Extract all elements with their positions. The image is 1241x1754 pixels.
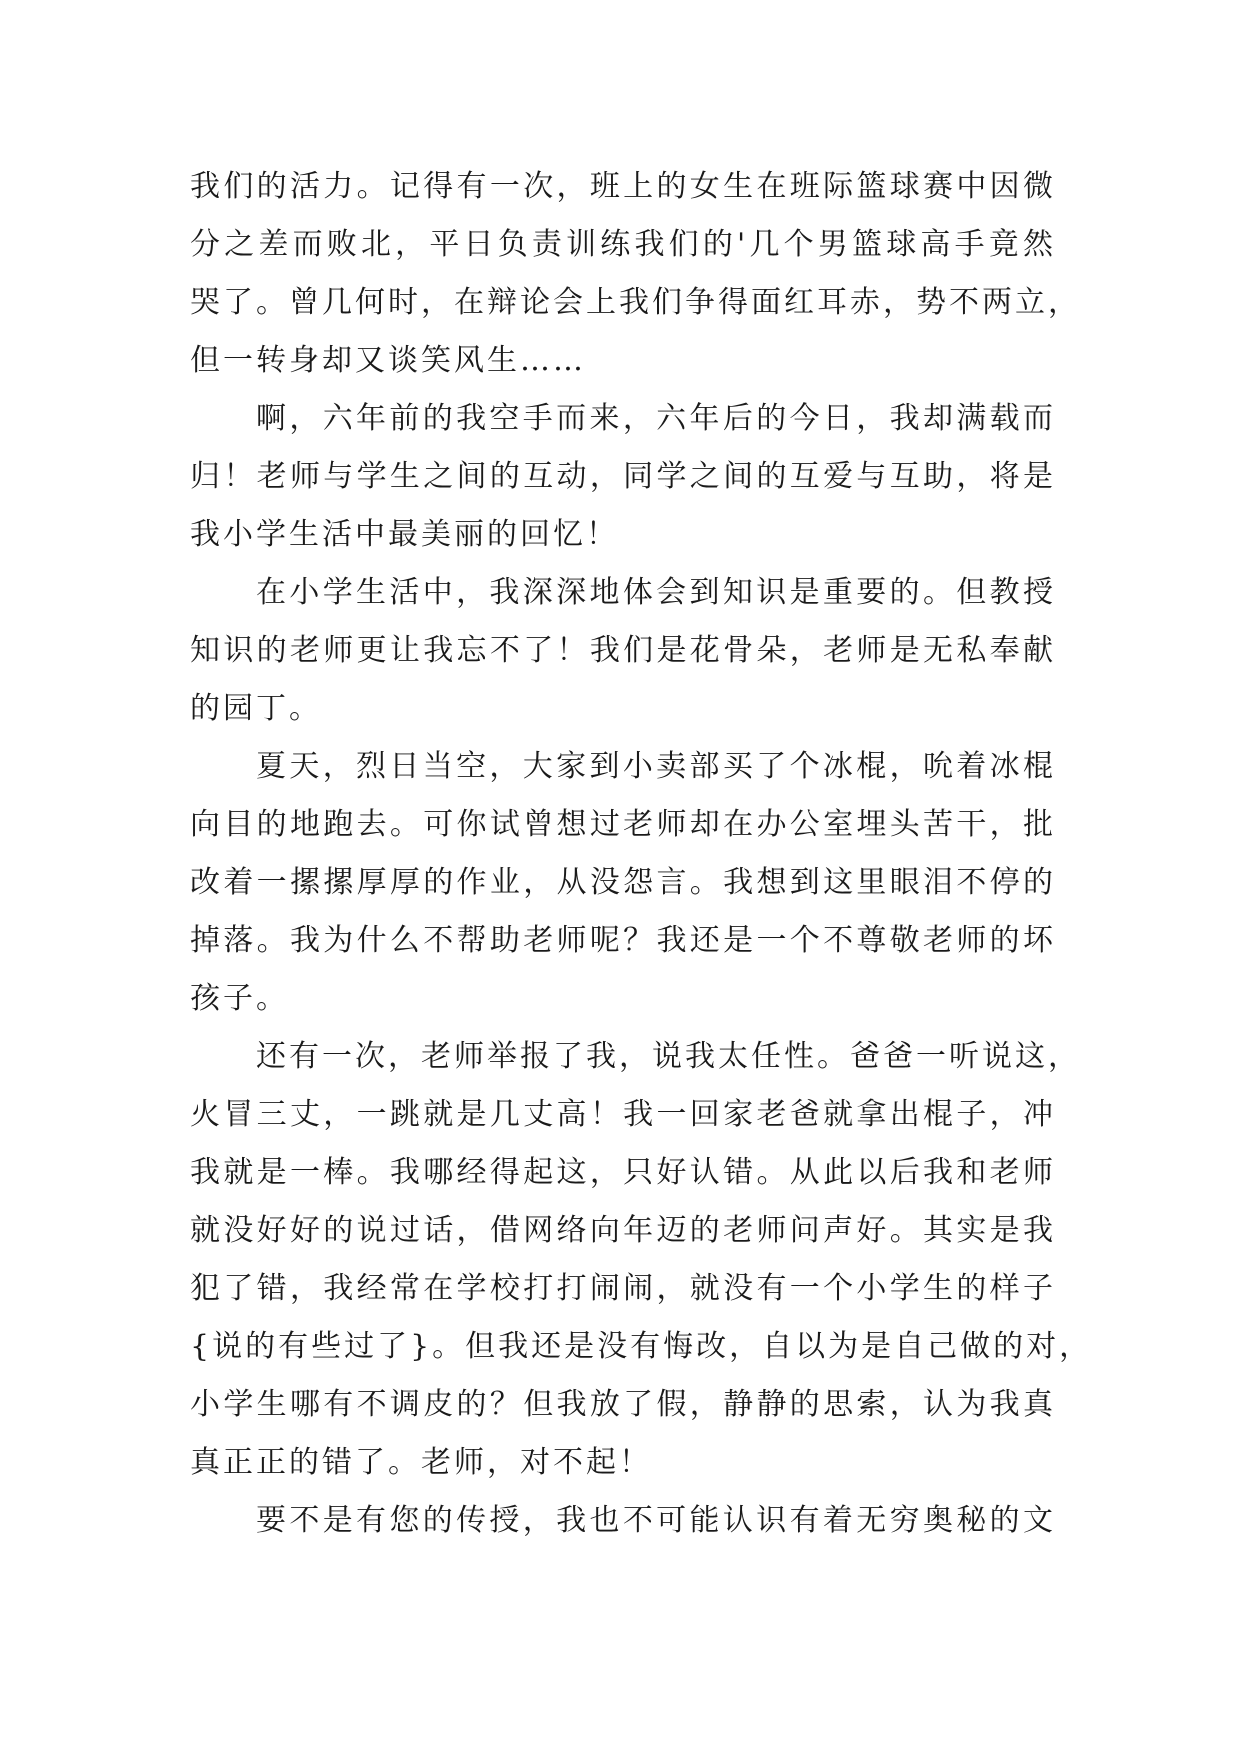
paragraph xyxy=(190,738,1056,1028)
text-line: 还有一次，老师举报了我，说我太任性。爸爸一听说这， xyxy=(256,1039,1081,1074)
text-line: 改着一摞摞厚厚的作业，从没怨言。我想到这里眼泪不停的 xyxy=(190,865,1056,900)
text-line: 小学生哪有不调皮的？但我放了假，静静的思索，认为我真 xyxy=(190,1387,1056,1422)
paragraph xyxy=(190,1492,1056,1550)
text-line: 知识的老师更让我忘不了！我们是花骨朵，老师是无私奉献 xyxy=(190,633,1056,668)
text-line: 犯了错，我经常在学校打打闹闹，就没有一个小学生的样子 xyxy=(190,1271,1056,1306)
text-line: 我们的活力。记得有一次，班上的女生在班际篮球赛中因微 xyxy=(190,169,1056,204)
text-line: 就没好好的说过话，借网络向年迈的老师问声好。其实是我 xyxy=(190,1213,1056,1248)
text-line: 孩子。 xyxy=(190,981,289,1016)
paragraph xyxy=(190,158,1081,390)
paragraph xyxy=(190,1028,1093,1492)
text-line: 火冒三丈，一跳就是几丈高！我一回家老爸就拿出棍子，冲 xyxy=(190,1097,1056,1132)
text-line: 啊，六年前的我空手而来，六年后的今日，我却满载而 xyxy=(256,401,1056,436)
text-line: 我就是一棒。我哪经得起这，只好认错。从此以后我和老师 xyxy=(190,1155,1056,1190)
text-line: 哭了。曾几何时，在辩论会上我们争得面红耳赤，势不两立， xyxy=(190,285,1081,320)
text-line: 掉落。我为什么不帮助老师呢？我还是一个不尊敬老师的坏 xyxy=(190,923,1056,958)
text-line: 向目的地跑去。可你试曾想过老师却在办公室埋头苦干，批 xyxy=(190,807,1056,842)
document-body xyxy=(190,158,1093,1550)
text-line: 分之差而败北，平日负责训练我们的'几个男篮球高手竟然 xyxy=(190,227,1056,262)
text-line: 但一转身却又谈笑风生…… xyxy=(190,343,586,378)
text-line: 归！老师与学生之间的互动，同学之间的互爱与互助，将是 xyxy=(190,459,1056,494)
text-line: {说的有些过了}。但我还是没有悔改，自以为是自己做的对， xyxy=(190,1329,1093,1364)
text-line: 在小学生活中，我深深地体会到知识是重要的。但教授 xyxy=(256,575,1056,610)
text-line: 夏天，烈日当空，大家到小卖部买了个冰棍，吮着冰棍 xyxy=(256,749,1056,784)
text-line: 真正正的错了。老师，对不起！ xyxy=(190,1445,652,1480)
paragraph xyxy=(190,390,1056,564)
text-line: 的园丁。 xyxy=(190,691,322,726)
paragraph xyxy=(190,564,1056,738)
text-line: 我小学生活中最美丽的回忆！ xyxy=(190,517,619,552)
text-line: 要不是有您的传授，我也不可能认识有着无穷奥秘的文 xyxy=(256,1503,1056,1538)
